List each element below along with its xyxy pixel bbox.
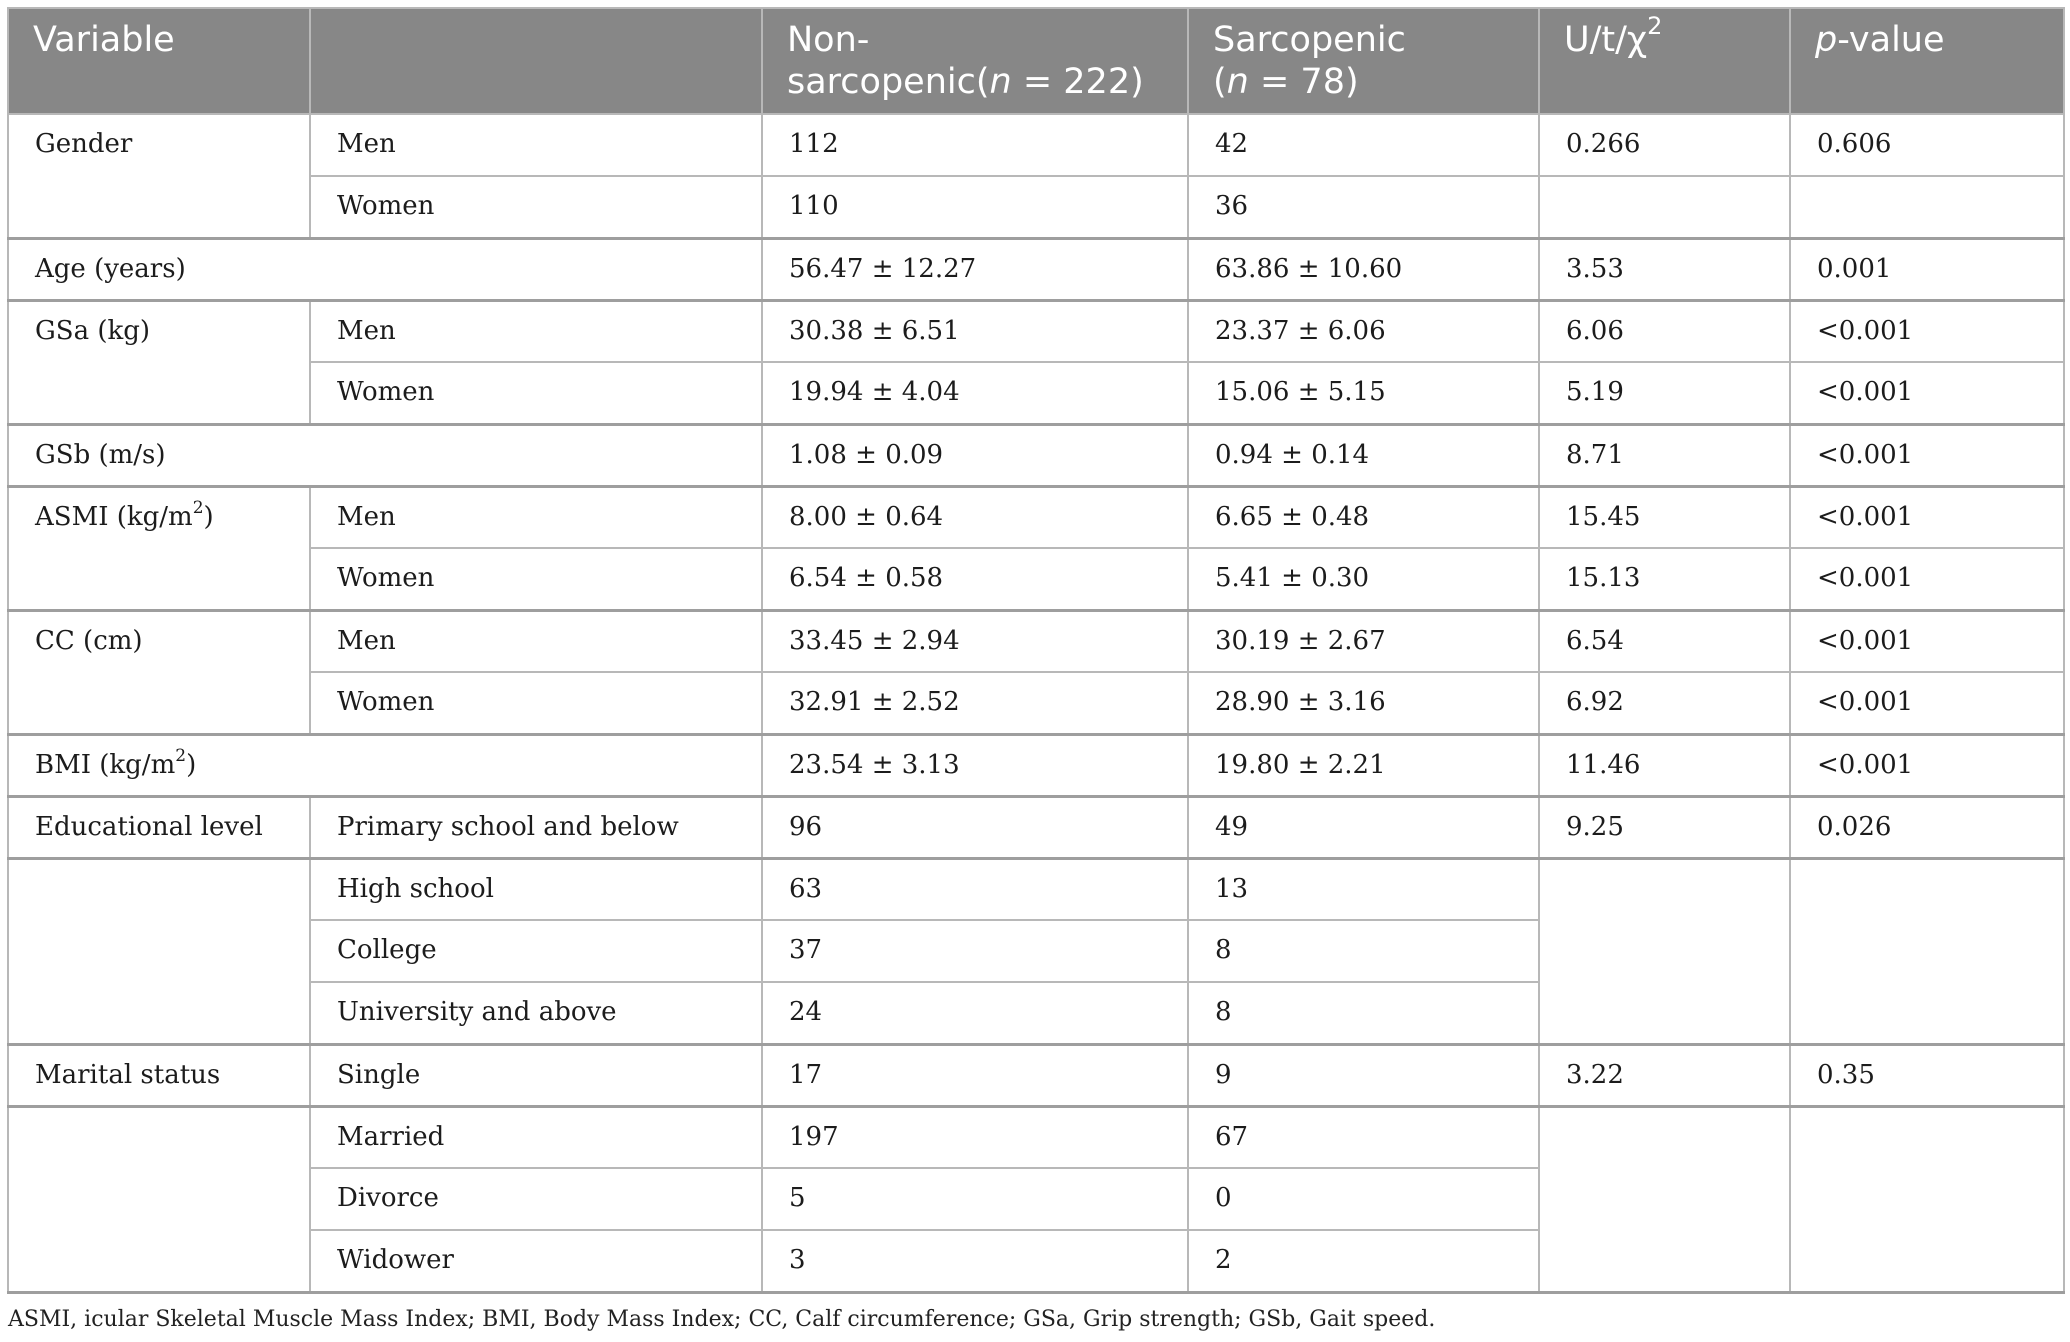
row-sarcopenic: 23.37 ± 6.06 (1188, 300, 1539, 362)
row-non-sarcopenic: 5 (762, 1168, 1188, 1230)
row-subcategory: Married (310, 1106, 762, 1168)
row-non-sarcopenic: 63 (762, 858, 1188, 920)
row-statistic (1539, 920, 1790, 982)
row-variable: Marital status (8, 1044, 310, 1106)
table-row (8, 362, 2064, 424)
row-non-sarcopenic: 112 (762, 114, 1188, 176)
row-p-value: <0.001 (1790, 300, 2064, 362)
row-sarcopenic: 28.90 ± 3.16 (1188, 672, 1539, 734)
row-non-sarcopenic: 37 (762, 920, 1188, 982)
header-sarcopenic-suffix: = 78) (1248, 62, 1359, 102)
header-sarcopenic (1188, 8, 1539, 114)
row-sarcopenic: 19.80 ± 2.21 (1188, 734, 1539, 796)
row-non-sarcopenic: 17 (762, 1044, 1188, 1106)
row-non-sarcopenic: 197 (762, 1106, 1188, 1168)
row-sarcopenic: 0 (1188, 1168, 1539, 1230)
row-sarcopenic: 63.86 ± 10.60 (1188, 238, 1539, 300)
row-p-value: <0.001 (1790, 362, 2064, 424)
row-statistic (1539, 1168, 1790, 1230)
row-non-sarcopenic: 6.54 ± 0.58 (762, 548, 1188, 610)
row-subcategory: Men (310, 486, 762, 548)
row-statistic (1539, 858, 1790, 920)
row-variable-sup: 2 (175, 745, 187, 766)
row-sarcopenic: 0.94 ± 0.14 (1188, 424, 1539, 486)
row-p-value (1790, 176, 2064, 238)
row-variable-suffix: ) (203, 501, 214, 532)
row-statistic: 5.19 (1539, 362, 1790, 424)
table-row (8, 672, 2064, 734)
header-sarcopenic-n: n (1226, 62, 1249, 102)
row-variable: GSa (kg) (8, 300, 310, 362)
row-variable-suffix: ) (186, 749, 197, 780)
header-p-rest: -value (1837, 20, 1945, 60)
row-variable (8, 982, 310, 1044)
header-non-sarcopenic (762, 8, 1188, 114)
row-sarcopenic: 36 (1188, 176, 1539, 238)
row-statistic: 15.13 (1539, 548, 1790, 610)
table-header (8, 8, 2064, 114)
row-sarcopenic: 13 (1188, 858, 1539, 920)
row-sarcopenic: 6.65 ± 0.48 (1188, 486, 1539, 548)
row-statistic (1539, 982, 1790, 1044)
row-statistic: 6.92 (1539, 672, 1790, 734)
header-row (8, 8, 2064, 114)
row-subcategory: High school (310, 858, 762, 920)
table-row (8, 982, 2064, 1044)
row-variable (8, 362, 310, 424)
header-variable: Variable (8, 8, 310, 114)
row-p-value (1790, 982, 2064, 1044)
header-statistic (1539, 8, 1790, 114)
row-p-value: 0.35 (1790, 1044, 2064, 1106)
row-statistic (1539, 1230, 1790, 1292)
row-subcategory: Single (310, 1044, 762, 1106)
row-variable-prefix: ASMI (kg/m (35, 501, 193, 532)
results-table-container (7, 7, 2063, 1294)
row-subcategory: Men (310, 300, 762, 362)
header-sarcopenic-prefix: ( (1213, 62, 1227, 102)
header-subcategory (310, 8, 762, 114)
row-p-value (1790, 858, 2064, 920)
row-non-sarcopenic: 110 (762, 176, 1188, 238)
row-p-value: 0.026 (1790, 796, 2064, 858)
row-statistic: 15.45 (1539, 486, 1790, 548)
row-p-value: 0.606 (1790, 114, 2064, 176)
header-non-sarcopenic-n: n (989, 62, 1012, 102)
row-p-value: <0.001 (1790, 672, 2064, 734)
row-sarcopenic: 30.19 ± 2.67 (1188, 610, 1539, 672)
table-row (8, 548, 2064, 610)
row-variable (8, 920, 310, 982)
table-row (8, 424, 2064, 486)
row-subcategory: Primary school and below (310, 796, 762, 858)
header-non-sarcopenic-suffix: = 222) (1011, 62, 1144, 102)
header-p-italic: p (1815, 20, 1838, 60)
row-subcategory: University and above (310, 982, 762, 1044)
row-subcategory: Women (310, 548, 762, 610)
row-non-sarcopenic: 24 (762, 982, 1188, 1044)
table-footnote: ASMI, icular Skeletal Muscle Mass Index; BMI, Body Mass Index; CC, Calf circumference; GSa, Grip strength; GSb, Gait speed. (8, 1307, 1436, 1332)
row-statistic: 3.22 (1539, 1044, 1790, 1106)
row-variable (8, 672, 310, 734)
row-statistic: 3.53 (1539, 238, 1790, 300)
row-statistic: 0.266 (1539, 114, 1790, 176)
row-subcategory: Widower (310, 1230, 762, 1292)
header-statistic-label: U/t/χ (1564, 20, 1648, 60)
row-variable: GSb (m/s) (8, 424, 762, 486)
table-row (8, 920, 2064, 982)
table-row (8, 1044, 2064, 1106)
row-subcategory: Men (310, 114, 762, 176)
row-p-value: <0.001 (1790, 486, 2064, 548)
table-row (8, 1168, 2064, 1230)
row-statistic: 9.25 (1539, 796, 1790, 858)
table-row (8, 858, 2064, 920)
row-p-value: <0.001 (1790, 548, 2064, 610)
row-sarcopenic: 9 (1188, 1044, 1539, 1106)
row-statistic (1539, 1106, 1790, 1168)
row-subcategory: Women (310, 362, 762, 424)
row-non-sarcopenic: 30.38 ± 6.51 (762, 300, 1188, 362)
row-sarcopenic: 8 (1188, 920, 1539, 982)
table-body (8, 114, 2064, 1292)
row-sarcopenic: 2 (1188, 1230, 1539, 1292)
row-variable (8, 1106, 310, 1168)
row-non-sarcopenic: 96 (762, 796, 1188, 858)
row-variable: Educational level (8, 796, 310, 858)
row-non-sarcopenic: 32.91 ± 2.52 (762, 672, 1188, 734)
table-row (8, 300, 2064, 362)
row-non-sarcopenic: 19.94 ± 4.04 (762, 362, 1188, 424)
row-variable (8, 176, 310, 238)
row-variable (8, 548, 310, 610)
row-variable (8, 858, 310, 920)
header-p-value (1790, 8, 2064, 114)
row-variable: CC (cm) (8, 610, 310, 672)
header-non-sarcopenic-line1: Non- (787, 20, 870, 60)
row-statistic: 8.71 (1539, 424, 1790, 486)
row-p-value: 0.001 (1790, 238, 2064, 300)
table-row (8, 734, 2064, 796)
header-sarcopenic-line1: Sarcopenic (1213, 20, 1406, 60)
row-p-value: <0.001 (1790, 610, 2064, 672)
table-row (8, 486, 2064, 548)
row-subcategory: Women (310, 176, 762, 238)
header-statistic-sup: 2 (1647, 12, 1663, 41)
row-variable (8, 486, 310, 548)
row-sarcopenic: 5.41 ± 0.30 (1188, 548, 1539, 610)
row-statistic (1539, 176, 1790, 238)
row-variable-prefix: BMI (kg/m (35, 749, 176, 780)
table-row (8, 1106, 2064, 1168)
row-sarcopenic: 8 (1188, 982, 1539, 1044)
row-non-sarcopenic: 56.47 ± 12.27 (762, 238, 1188, 300)
row-p-value: <0.001 (1790, 734, 2064, 796)
row-non-sarcopenic: 33.45 ± 2.94 (762, 610, 1188, 672)
row-non-sarcopenic: 8.00 ± 0.64 (762, 486, 1188, 548)
results-table (7, 7, 2065, 1294)
row-p-value (1790, 1106, 2064, 1168)
table-row (8, 610, 2064, 672)
header-non-sarcopenic-prefix: sarcopenic( (787, 62, 990, 102)
row-subcategory: Divorce (310, 1168, 762, 1230)
row-variable (8, 734, 762, 796)
row-variable: Gender (8, 114, 310, 176)
row-non-sarcopenic: 3 (762, 1230, 1188, 1292)
row-variable: Age (years) (8, 238, 762, 300)
table-row (8, 238, 2064, 300)
row-subcategory: Women (310, 672, 762, 734)
row-sarcopenic: 67 (1188, 1106, 1539, 1168)
row-sarcopenic: 49 (1188, 796, 1539, 858)
row-sarcopenic: 42 (1188, 114, 1539, 176)
table-row (8, 1230, 2064, 1292)
row-statistic: 6.54 (1539, 610, 1790, 672)
row-statistic: 11.46 (1539, 734, 1790, 796)
row-p-value (1790, 920, 2064, 982)
row-sarcopenic: 15.06 ± 5.15 (1188, 362, 1539, 424)
row-non-sarcopenic: 23.54 ± 3.13 (762, 734, 1188, 796)
row-subcategory: Men (310, 610, 762, 672)
row-variable (8, 1230, 310, 1292)
table-row (8, 176, 2064, 238)
row-variable (8, 1168, 310, 1230)
row-p-value (1790, 1230, 2064, 1292)
row-subcategory: College (310, 920, 762, 982)
table-row (8, 114, 2064, 176)
row-variable-sup: 2 (192, 497, 204, 518)
row-p-value: <0.001 (1790, 424, 2064, 486)
row-non-sarcopenic: 1.08 ± 0.09 (762, 424, 1188, 486)
table-row (8, 796, 2064, 858)
row-statistic: 6.06 (1539, 300, 1790, 362)
row-p-value (1790, 1168, 2064, 1230)
